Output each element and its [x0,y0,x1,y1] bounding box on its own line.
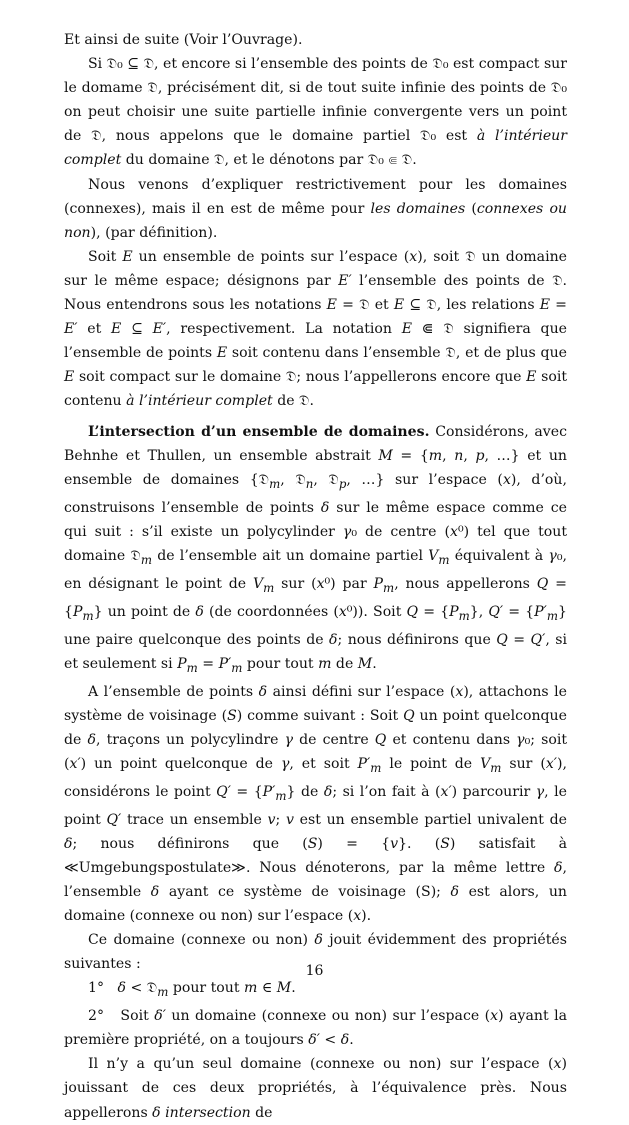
paragraph-neighborhood-system: A l’ensemble de points δ ainsi défini sur l’espace (x), attachons le système de voisinage (S) comme suivant : Soit Q un point quelconque de δ, traçons un polycylindre γ de centre Q et contenu dans γ₀; soit (x′) un point quelconque de γ, et soit $P'_m$ le point de $V_m$ sur (x′), considérons le point $Q' = \{P'_m\}$ de δ; si l’on fait à (x′) parcourir γ, le point Q′ trace un ensemble v; v est un ensemble partiel univalent de δ; nous définirons que (S) = {v}. (S) satisfait à ≪Umgebungspostulate≫. Nous dénoterons, par la même lettre δ, l’ensemble δ ayant ce système de voisinage (S); δ est alors, un domaine (connexe ou non) sur l’espace (x). [64,683,568,924]
paragraph-properties-intro: Ce domaine (connexe ou non) δ jouit évidemment des propriétés suivantes : [64,932,567,973]
paragraph-intersection-heading: L’intersection d’un ensemble de domaines. Considérons, avec Behnhe et Thullen, un ensemble abstrait M = {m, n, p, …} et un ensemble de domaines {𝔇$_m$, 𝔇$_n$, 𝔇$_p$, …} sur l’espace (x), d’où, construisons l’ensemble de points δ sur le même espace comme ce qui suit : s’il existe un polycylinder γ₀ de centre (x⁰) tel que tout domaine 𝔇$_m$ de l’ensemble ait un domaine partiel $V_m$ équivalent à γ₀, en désignant le point de $V_m$ sur (x⁰) par $P_m$, nous appellerons $Q = \{P_m\}$ un point de δ (de coordonnées (x⁰)). Soit $Q = \{P_m\}$, $Q' = \{P'_m\}$ une paire quelconque des points de δ; nous définirons que Q = Q′, si et seulement si $P_m = P'_m$ pour tout m de M. [64,423,567,675]
paragraph-interior-complete: Si 𝔇₀ ⊆ 𝔇, et encore si l’ensemble des points de 𝔇₀ est compact sur le domame 𝔇, précisément dit, si de tout suite infinie des points de 𝔇₀ on peut choisir une suite partielle infinie convergente vers un point de 𝔇, nous appelons que le domaine partiel 𝔇₀ est à l’intérieur complet du domaine 𝔇, et le dénotons par 𝔇₀ ⋐ 𝔇. [64,56,567,169]
paragraph-domains-non-connexes: Nous venons d’expliquer restrictivement pour les domaines (connexes), mais il en est de même pour les domaines (connexes ou non), (par définition). [64,176,568,241]
paragraph-uniqueness: Il n’y a qu’un seul domaine (connexe ou non) sur l’espace (x) jouissant de ces deux propriétés, à l’équivalence près. Nous appellerons δ intersection de [64,1056,567,1121]
page-body [64,28,567,1125]
paragraph-point-set: Soit E un ensemble de points sur l’espace (x), soit 𝔇 un domaine sur le même espace; désignons par E′ l’ensemble des points de 𝔇. Nous entendrons sous les notations E = 𝔇 et E ⊆ 𝔇, les relations E = E′ et E ⊆ E′, respectivement. La notation E ⋐ 𝔇 signifiera que l’ensemble de points E soit contenu dans l’ensemble 𝔇, et de plus que E soit compact sur le domaine 𝔇; nous l’appellerons encore que E soit contenu à l’intérieur complet de 𝔇. [64,248,568,410]
paragraph-intro: Et ainsi de suite (Voir l’Ouvrage). [64,32,303,48]
page-number: 16 [305,963,324,979]
paragraph-property-2: 2° Soit δ′ un domaine (connexe ou non) sur l’espace (x) ayant la première propriété, on a toujours δ′ < δ. [64,1008,567,1049]
paragraph-property-1: 1° δ < 𝔇$_m$ pour tout m ∈ M. [88,980,296,1000]
